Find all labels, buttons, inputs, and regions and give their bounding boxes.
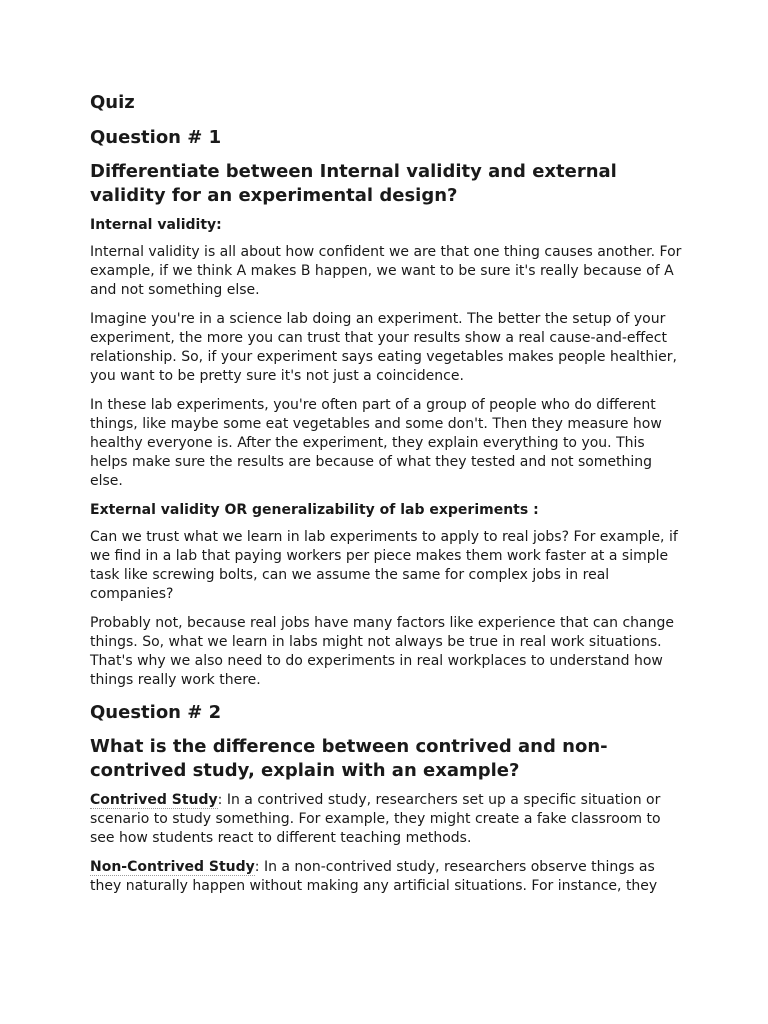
question-1-prompt: Differentiate between Internal validity and external validity for an experimental design? <box>90 161 617 206</box>
question-2-prompt: What is the difference between contrived and non-contrived study, explain with an example? <box>90 736 608 781</box>
non-contrived-study-term[interactable]: Non-Contrived Study <box>90 859 255 875</box>
external-validity-paragraph-1: Can we trust what we learn in lab experiments to apply to real jobs? For example, if we find in a lab that paying workers per piece makes them work faster at a simple task like screwing bolts, can we assume the same for complex jobs in real companies? <box>90 529 678 602</box>
internal-validity-paragraph-2: Imagine you're in a science lab doing an experiment. The better the setup of your experiment, the more you can trust that your results show a real cause-and-effect relationship. So, if your experiment says eating vegetables makes people healthier, you want to be pretty sure it's not just a coincidence. <box>90 311 678 384</box>
quiz-title: Quiz <box>90 92 135 113</box>
non-contrived-study-paragraph <box>90 858 682 896</box>
internal-validity-label: Internal validity: <box>90 217 222 233</box>
contrived-study-paragraph <box>90 791 682 848</box>
document-page <box>90 90 682 906</box>
contrived-study-text: : In a contrived study, researchers set up a specific situation or scenario to study something. For example, they might create a fake classroom to see how students react to different teaching methods. <box>90 792 661 846</box>
question-2-heading: Question # 2 <box>90 702 222 723</box>
internal-validity-paragraph-1: Internal validity is all about how confident we are that one thing causes another. For example, if we think A makes B happen, we want to be sure it's really because of A and not something else. <box>90 244 682 298</box>
internal-validity-paragraph-3: In these lab experiments, you're often part of a group of people who do different things, like maybe some eat vegetables and some don't. Then they measure how healthy everyone is. After the experiment, they explain everything to you. This helps make sure the results are because of what they tested and not something else. <box>90 397 662 489</box>
contrived-study-term[interactable]: Contrived Study <box>90 792 218 808</box>
non-contrived-study-text: : In a non-contrived study, researchers observe things as they naturally happen without making any artificial situations. For instance, they <box>90 859 658 894</box>
external-validity-paragraph-2: Probably not, because real jobs have many factors like experience that can change things. So, what we learn in labs might not always be true in real work situations. That's why we also need to do experiments in real workplaces to understand how things really work there. <box>90 615 674 688</box>
question-1-heading: Question # 1 <box>90 127 222 148</box>
external-validity-label: External validity OR generalizability of lab experiments : <box>90 502 539 518</box>
